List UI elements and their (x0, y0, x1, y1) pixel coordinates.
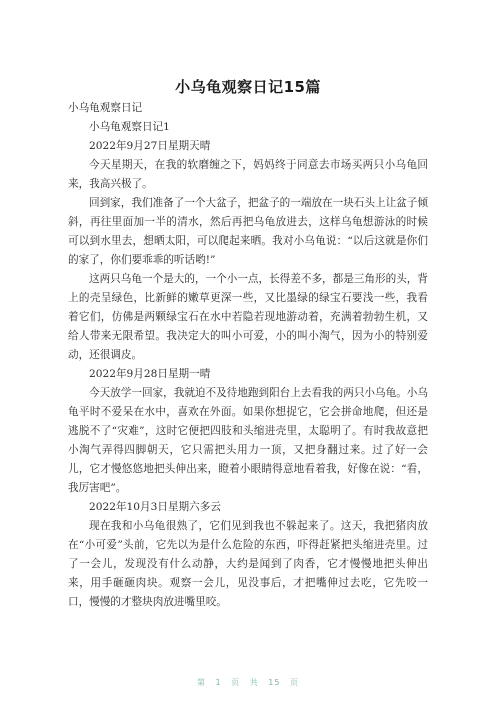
document-body (68, 99, 428, 612)
paragraph: 现在我和小乌龟很熟了，它们见到我也不躲起来了。这天，我把猪肉放在“小可爱”头前，它先以为是什么危险的东西，吓得赶紧把头缩进壳里。过了一会儿，发现没有什么动静，大约是闻到了肉香，它才慢慢地把头伸出来，用手砸砸肉块。观察一会儿，见没事后，才把嘴伸过去吃，它先咬一口，慢慢的才整块肉放进嘴里咬。 (68, 520, 428, 608)
paragraph: 这两只乌龟一个是大的，一个小一点，长得差不多，都是三角形的头，背上的壳呈绿色，比新鲜的嫩草更深一些，又比墨绿的绿宝石要浅一些，我看着它们，仿佛是两颗绿宝石在水中若隐若现地游动着，充满着勃勃生机，又给人带来无限希望。我决定大的叫小可爱，小的叫小淘气，因为小的特别爱动，还很调皮。 (68, 273, 428, 361)
paragraph: 小乌龟观察日记 (68, 102, 143, 114)
paragraph: 2022年9月27日星期天晴 (89, 140, 211, 152)
page-footer: 第 1 页 共 15 页 (197, 678, 299, 687)
paragraph: 今天星期天，在我的软磨缠之下，妈妈终于同意去市场买两只小乌龟回来，我高兴极了。 (68, 159, 428, 190)
paragraph: 2022年10月3日星期六多云 (89, 501, 221, 513)
page-title: 小乌龟观察日记15篇 (175, 78, 321, 96)
paragraph: 小乌龟观察日记1 (89, 121, 170, 133)
paragraph: 今天放学一回家，我就迫不及待地跑到阳台上去看我的两只小乌龟。小乌龟平时不爱呆在水中，喜欢在外面。如果你想捉它，它会拼命地爬，但还是逃脱不了“灾难”，这时它便把四肢和头缩进壳里，太聪明了。有时我故意把小淘气弄得四脚朝天，它只需把头用力一顶，又把身翻过来。过了好一会儿，它才慢悠悠地把头伸出来，瞪着小眼睛得意地看着我，好像在说：“看，我厉害吧”。 (68, 387, 428, 494)
paragraph: 回到家，我们准备了一个大盆子，把盆子的一端放在一块石头上让盆子倾斜，再往里面加一半的清水，然后再把乌龟放进去，这样乌龟想游泳的时候可以到水里去，想晒太阳，可以爬起来晒。我对小乌龟说：“以后这就是你们的家了，你们要乖乖的听话哟!” (68, 197, 428, 266)
paragraph: 2022年9月28日星期一晴 (89, 368, 211, 380)
